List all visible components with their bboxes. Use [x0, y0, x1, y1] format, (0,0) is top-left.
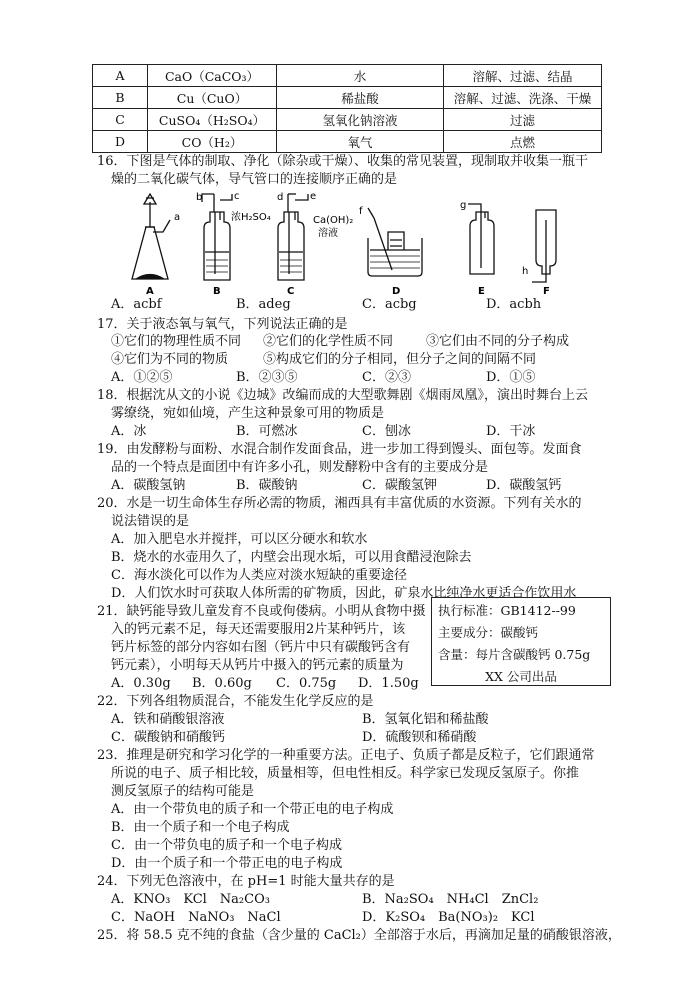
q16-option-a: A．acbf: [111, 297, 162, 312]
row-reagent: 氧气: [277, 131, 444, 153]
row-label: D: [93, 131, 148, 153]
q19-option-d: D．碳酸氢钙: [486, 478, 562, 493]
q20-option-d: D．人们饮水时可获取人体所需的矿物质，因此，矿泉水比纯净水更适合作饮用水: [111, 586, 577, 601]
row-substance: CuSO₄（H₂SO₄）: [148, 109, 277, 131]
q18-option-c: C．刨冰: [362, 424, 411, 439]
q21-line1: 21．缺钙能导致儿童发育不良或佝偻病。小明从食物中摄: [97, 604, 426, 619]
q19-line2: 品的一个特点是面团中有许多小孔，则发酵粉中含有的主要成分是: [111, 460, 489, 475]
label-maker: XX 公司出品: [485, 669, 557, 684]
q23-line2: 所说的电子、质子相比较，质量相等，但电性相反。科学家已发现反氢原子。你推: [111, 766, 580, 781]
q18-option-a: A．冰: [111, 424, 147, 439]
q18-line2: 雾缭绕，宛如仙境，产生这种景象可用的物质是: [111, 406, 385, 421]
q20-option-a: A．加入肥皂水并搅拌，可以区分硬水和软水: [111, 532, 368, 547]
letter-a: a: [174, 212, 181, 223]
purification-table: [92, 64, 602, 153]
q16-option-d: D．acbh: [486, 297, 542, 312]
apparatus-e-collector: [468, 204, 494, 274]
letter-g: g: [460, 200, 467, 211]
apparatus-name-b: B: [213, 286, 221, 297]
table-row: [93, 109, 602, 131]
q17-option-b: B．②③⑤: [236, 370, 298, 385]
apparatus-a-flask: [132, 194, 170, 279]
q23-option-c: C．由一个带负电的质子和一个电子构成: [111, 838, 342, 853]
apparatus-d-water-trough: [368, 208, 422, 276]
row-reagent: 氢氧化钠溶液: [277, 109, 444, 131]
letter-h: h: [522, 266, 529, 277]
q24-option-a: A．KNO₃ KCl Na₂CO₃: [111, 892, 270, 907]
row-reagent: 水: [277, 65, 444, 87]
apparatus-name-a: A: [146, 286, 154, 297]
q23-option-a: A．由一个带负电的质子和一个带正电的电子构成: [111, 802, 394, 817]
apparatus-name-d: D: [392, 286, 401, 297]
q22-line1: 22．下列各组物质混合，不能发生化学反应的是: [97, 694, 374, 709]
row-label: A: [93, 65, 148, 87]
q18-line1: 18．根据沈从文的小说《边城》改编而成的大型歌舞剧《烟雨凤凰》，演出时舞台上云: [97, 388, 589, 403]
label-content: 含量：每片含碳酸钙 0.75g: [438, 647, 591, 662]
q17-statement-2: ②它们的化学性质不同: [263, 334, 394, 349]
apparatus-b-wash-bottle: [202, 194, 232, 280]
row-method: 点燃: [444, 131, 602, 153]
q22-option-b: B．氢氧化铝和稀盐酸: [362, 712, 489, 727]
letter-f: f: [359, 206, 363, 217]
q23-line1: 23．推理是研究和学习化学的一种重要方法。正电子、负质子都是反粒子，它们跟通常: [97, 748, 595, 763]
q20-line1: 20．水是一切生命体生存所必需的物质，湘西具有丰富优质的水资源。下列有关水的: [97, 496, 582, 511]
gas-apparatus-figure: [118, 190, 558, 302]
apparatus-name-c: C: [287, 286, 295, 297]
row-method: 溶解、过滤、结晶: [444, 65, 602, 87]
label-standard: 执行标准：GB1412--99: [438, 603, 576, 618]
reagent-b-label: 浓H₂SO₄: [231, 212, 271, 223]
table-row: [93, 65, 602, 87]
q21-option-a: A．0.30g: [111, 676, 171, 691]
q20-option-b: B．烧水的水壶用久了，内壁会出现水垢，可以用食醋浸泡除去: [111, 550, 472, 565]
reagent-c-label-1: Ca(OH)₂: [313, 215, 354, 226]
q17-statement-5: ⑤构成它们的分子相同，但分子之间的间隔不同: [263, 352, 537, 367]
q19-option-a: A．碳酸氢钠: [111, 478, 186, 493]
calcium-tablet-label: [431, 597, 611, 686]
q25-line1: 25．将 58.5 克不纯的食盐（含少量的 CaCl₂）全部溶于水后，再滴加足量的硝酸银溶液，: [97, 928, 621, 943]
q18-option-b: B．可燃冰: [236, 424, 298, 439]
q17-statement-4: ④它们为不同的物质: [111, 352, 229, 367]
q16-line1: 16．下图是气体的制取、净化（除杂或干燥）、收集的常见装置，现制取并收集一瓶干: [97, 154, 589, 169]
apparatus-name-e: E: [478, 286, 485, 297]
q21-line4: 钙元素），小明每天从钙片中摄入的钙元素的质量为: [111, 658, 404, 673]
q22-option-d: D．硫酸钡和稀硝酸: [362, 730, 477, 745]
q19-line1: 19．由发酵粉与面粉、水混合制作发面食品，进一步加工得到馒头、面包等。发面食: [97, 442, 582, 457]
q21-line3: 钙片标签的部分内容如右图（钙片中只有碳酸钙含有: [111, 640, 411, 655]
q23-line3: 测反氢原子的结构可能是: [111, 784, 255, 799]
q17-line1: 17．关于液态氧与氧气，下列说法正确的是: [97, 317, 348, 332]
q17-option-a: A．①②⑤: [111, 370, 173, 385]
row-method: 溶解、过滤、洗涤、干燥: [444, 87, 602, 109]
q17-option-c: C．②③: [362, 370, 411, 385]
q19-option-c: C．碳酸氢钾: [362, 478, 437, 493]
q22-option-c: C．碳酸钠和硝酸钙: [111, 730, 225, 745]
letter-c: c: [234, 191, 240, 202]
row-substance: CO（H₂）: [148, 131, 277, 153]
q24-option-c: C．NaOH NaNO₃ NaCl: [111, 910, 281, 925]
q19-option-b: B．碳酸钠: [236, 478, 298, 493]
q24-line1: 24．下列无色溶液中，在 pH=1 时能大量共存的是: [97, 874, 395, 889]
q24-option-b: B．Na₂SO₄ NH₄Cl ZnCl₂: [362, 892, 539, 907]
q20-line2: 说法错误的是: [111, 514, 190, 529]
row-substance: Cu（CuO）: [148, 87, 277, 109]
reagent-c-label-2: 溶液: [318, 228, 338, 239]
q21-option-c: C．0.75g: [276, 676, 337, 691]
q17-option-d: D．①⑤: [486, 370, 536, 385]
row-label: B: [93, 87, 148, 109]
table-row: [93, 131, 602, 153]
q20-option-c: C．海水淡化可以作为人类应对淡水短缺的重要途径: [111, 568, 407, 583]
row-reagent: 稀盐酸: [277, 87, 444, 109]
q21-option-d: D．1.50g: [358, 676, 419, 691]
q23-option-d: D．由一个质子和一个带正电的电子构成: [111, 856, 343, 871]
q21-line2: 入的钙元素不足，每天还需要服用2片某种钙片，该: [111, 622, 406, 637]
apparatus-c-wash-bottle: [278, 194, 308, 280]
q17-statement-1: ①它们的物理性质不同: [111, 334, 242, 349]
q16-option-b: B．adeg: [236, 297, 291, 312]
row-label: C: [93, 109, 148, 131]
apparatus-f-inverted-collector: [532, 210, 556, 282]
q21-option-b: B．0.60g: [192, 676, 252, 691]
q17-statement-3: ③它们由不同的分子构成: [426, 334, 570, 349]
row-method: 过滤: [444, 109, 602, 131]
q23-option-b: B．由一个质子和一个电子构成: [111, 820, 290, 835]
q24-option-d: D．K₂SO₄ Ba(NO₃)₂ KCl: [362, 910, 535, 925]
q22-option-a: A．铁和硝酸银溶液: [111, 712, 225, 727]
q16-line2: 燥的二氧化碳气体，导气管口的连接顺序正确的是: [111, 172, 398, 187]
row-substance: CaO（CaCO₃）: [148, 65, 277, 87]
q18-option-d: D．干冰: [486, 424, 536, 439]
table-row: [93, 87, 602, 109]
letter-d: d: [277, 192, 284, 203]
letter-e: e: [310, 191, 317, 202]
label-ingredient: 主要成分：碳酸钙: [438, 625, 539, 640]
letter-b: b: [196, 192, 203, 203]
apparatus-name-f: F: [543, 286, 550, 297]
q16-option-c: C．acbg: [362, 297, 417, 312]
